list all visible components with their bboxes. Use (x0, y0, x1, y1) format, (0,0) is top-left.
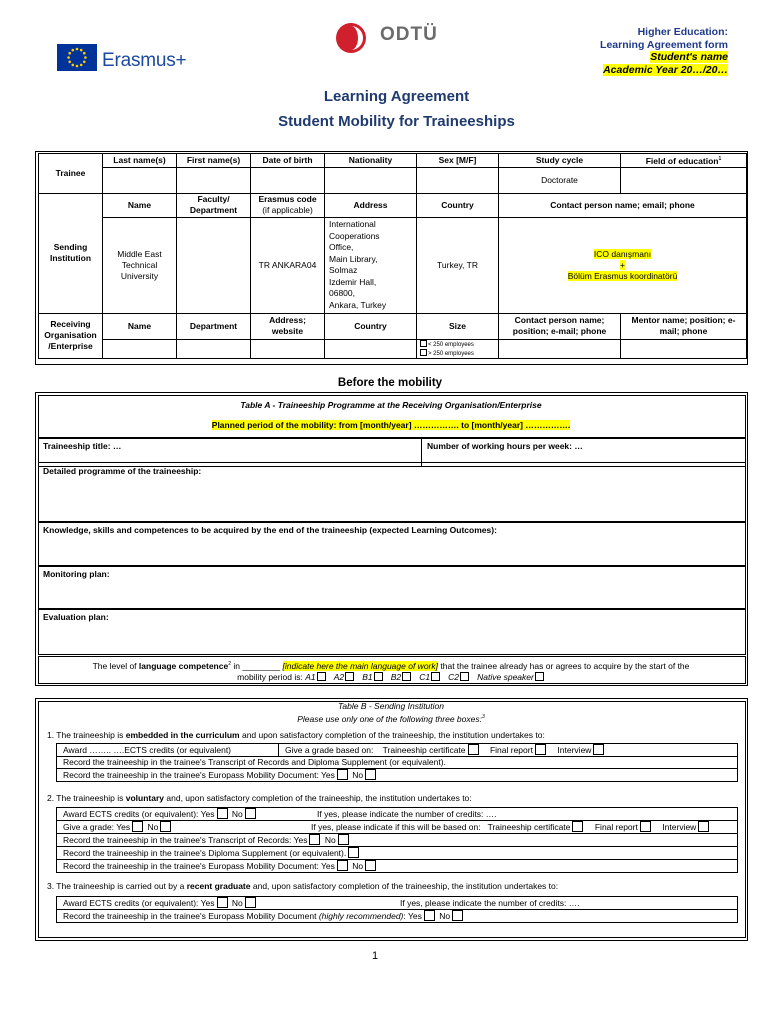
s2-grade-no-checkbox[interactable] (160, 821, 171, 832)
col-study-cycle: Study cycle (499, 154, 621, 168)
s2-based-cell: If yes, please indicate if this will be based on: Traineeship certificate Final report Interview (311, 821, 738, 834)
s3-award-no-checkbox[interactable] (245, 897, 256, 908)
trainee-label: Trainee (39, 154, 103, 194)
col-last-name: Last name(s) (103, 154, 177, 168)
receiving-contact-field[interactable] (499, 339, 621, 358)
level-b2-checkbox[interactable] (402, 672, 411, 681)
s2-grade-yes-checkbox[interactable] (132, 821, 143, 832)
level-b1-checkbox[interactable] (374, 672, 383, 681)
sending-contact-value: ICO danışmanı + Bölüm Erasmus koordinatörü (499, 217, 747, 313)
col-receiving-mentor: Mentor name; position; e-mail; phone (621, 313, 747, 339)
sending-address-value: International Cooperations Office, Main Library, Solmaz Izdemir Hall, 06800, Ankara, Turkey (325, 217, 417, 313)
erasmus-logo-text: Erasmus+ (102, 50, 187, 71)
section-1-text: 1. The traineeship is embedded in the curriculum and upon satisfactory completion of the traineeship, the institution undertakes to: (47, 730, 545, 740)
s2-grade-cell: Give a grade: Yes No (57, 821, 312, 834)
col-receiving-department: Department (177, 313, 251, 339)
language-competence-text: The level of language competence$^2$ in ________ [indicate here the main language of work] that the trainee already has or agrees to acquire by the start of the mobility period is: A1 A2 B1 B2 C1 C2 Native speaker (92, 660, 690, 682)
level-c1-checkbox[interactable] (431, 672, 440, 681)
s1-award-cell: Award …….. ….ECTS credits (or equivalent) (57, 744, 279, 757)
page-title: Learning Agreement (323, 88, 470, 105)
header-right-block (600, 26, 728, 76)
s1-europass-yes-checkbox[interactable] (337, 769, 348, 780)
col-nationality: Nationality (325, 154, 417, 168)
evaluation-label: Evaluation plan: (43, 612, 109, 622)
col-sending-country: Country (417, 193, 499, 217)
page-subtitle: Student Mobility for Traineeships (278, 113, 515, 130)
trainee-study-cycle-value: Doctorate (499, 167, 621, 193)
receiving-address-field[interactable] (251, 339, 325, 358)
receiving-organisation-label: Receiving Organisation /Enterprise (39, 313, 103, 358)
col-sending-address: Address (325, 193, 417, 217)
monitoring-box[interactable] (38, 565, 746, 610)
receiving-size-options: < 250 employees > 250 employees (417, 339, 499, 358)
level-a1-checkbox[interactable] (317, 672, 326, 681)
size-large-checkbox[interactable] (420, 349, 427, 356)
col-first-name: First name(s) (177, 154, 251, 168)
s2-award-yes-checkbox[interactable] (217, 808, 228, 819)
col-receiving-address: Address; website (251, 313, 325, 339)
odtu-logo-icon (335, 22, 367, 54)
trainee-dob-field[interactable] (251, 167, 325, 193)
s1-certificate-checkbox[interactable] (468, 744, 479, 755)
trainee-sex-field[interactable] (417, 167, 499, 193)
receiving-department-field[interactable] (177, 339, 251, 358)
s2-award-cell: Award ECTS credits (or equivalent): Yes No (57, 808, 312, 821)
s2-interview-checkbox[interactable] (698, 821, 709, 832)
eu-flag-icon (57, 44, 97, 71)
s3-award-cell: Award ECTS credits (or equivalent): Yes No (57, 897, 395, 910)
detailed-programme-label: Detailed programme of the traineeship: (43, 466, 202, 476)
trainee-first-name-field[interactable] (177, 167, 251, 193)
table-a-title: Table A - Traineeship Programme at the Receiving Organisation/Enterprise (240, 400, 542, 410)
receiving-country-field[interactable] (325, 339, 417, 358)
trainee-last-name-field[interactable] (103, 167, 177, 193)
s3-award-yes-checkbox[interactable] (217, 897, 228, 908)
col-sending-contact: Contact person name; email; phone (499, 193, 747, 217)
s2-tor-yes-checkbox[interactable] (309, 834, 320, 845)
sending-institution-label: Sending Institution (39, 193, 103, 313)
size-small-checkbox[interactable] (420, 340, 427, 347)
s3-europass-no-checkbox[interactable] (452, 910, 463, 921)
s3-europass-yes-checkbox[interactable] (424, 910, 435, 921)
s2-europass-yes-checkbox[interactable] (337, 860, 348, 871)
student-name: Student's name (650, 51, 728, 63)
col-receiving-size: Size (417, 313, 499, 339)
s2-europass-no-checkbox[interactable] (365, 860, 376, 871)
monitoring-label: Monitoring plan: (43, 569, 110, 579)
receiving-mentor-field[interactable] (621, 339, 747, 358)
odtu-logo-text: ODTÜ (380, 24, 438, 45)
col-field-of-education: Field of education$^1$ (621, 154, 747, 168)
col-receiving-country: Country (325, 313, 417, 339)
col-sex: Sex [M/F] (417, 154, 499, 168)
table-b-header (38, 701, 744, 725)
s2-final-report-checkbox[interactable] (640, 821, 651, 832)
col-sending-faculty: Faculty/ Department (177, 193, 251, 217)
col-sending-name: Name (103, 193, 177, 217)
sending-faculty-field[interactable] (177, 217, 251, 313)
trainee-field-of-education-field[interactable] (621, 167, 747, 193)
planned-period: Planned period of the mobility: from [month/year] ……………. to [month/year] ……………. (211, 420, 571, 430)
level-a2-checkbox[interactable] (345, 672, 354, 681)
s2-tor-no-checkbox[interactable] (338, 834, 349, 845)
section-3-text: 3. The traineeship is carried out by a recent graduate and, upon satisfactory completion of the traineeship, the institution undertakes to: (47, 881, 559, 891)
s3-indicate-cell: If yes, please indicate the number of credits: …. (394, 897, 738, 910)
section-2-text: 2. The traineeship is voluntary and, upon satisfactory completion of the traineeship, the institution undertakes to: (47, 793, 472, 803)
s2-diploma-row: Record the traineeship in the trainee's Diploma Supplement (or equivalent). (57, 847, 738, 860)
academic-year: Academic Year 20…/20… (603, 63, 728, 76)
before-mobility-heading: Before the mobility (337, 377, 443, 389)
trainee-nationality-field[interactable] (325, 167, 417, 193)
s2-indicate-cell: If yes, please indicate the number of credits: …. (311, 808, 738, 821)
s1-europass-row: Record the traineeship in the trainee's Europass Mobility Document: Yes No (57, 769, 738, 782)
traineeship-title-label: Traineeship title: … (43, 441, 122, 451)
col-receiving-name: Name (103, 313, 177, 339)
header-line-2: Learning Agreement form (600, 38, 728, 51)
s2-award-no-checkbox[interactable] (245, 808, 256, 819)
s2-europass-row: Record the traineeship in the trainee's Europass Mobility Document: Yes No (57, 860, 738, 873)
working-hours-label: Number of working hours per week: … (427, 441, 583, 451)
section-2-table (56, 807, 738, 873)
section-3-table (56, 896, 738, 923)
s1-final-report-checkbox[interactable] (535, 744, 546, 755)
s3-europass-row: Record the traineeship in the trainee's Europass Mobility Document (highly recommended): Yes No (57, 910, 738, 923)
evaluation-box[interactable] (38, 608, 746, 655)
s1-grade-cell: Give a grade based on: Traineeship certificate Final report Interview (279, 744, 738, 757)
table-b-title: Table B - Sending Institution (337, 701, 444, 711)
sending-country-value: Turkey, TR (417, 217, 499, 313)
col-dob: Date of birth (251, 154, 325, 168)
receiving-name-field[interactable] (103, 339, 177, 358)
s1-transcript-row: Record the traineeship in the trainee's Transcript of Records and Diploma Supplement (or equivalent). (57, 757, 738, 769)
table-b-subtitle: Please use only one of the following three boxes:$^3$ (297, 713, 485, 724)
s1-europass-no-checkbox[interactable] (365, 769, 376, 780)
level-native-checkbox[interactable] (535, 672, 544, 681)
s2-diploma-checkbox[interactable] (348, 847, 359, 858)
col-receiving-contact: Contact person name; position; e-mail; phone (499, 313, 621, 339)
s2-certificate-checkbox[interactable] (572, 821, 583, 832)
level-c2-checkbox[interactable] (460, 672, 469, 681)
s2-transcript-row: Record the traineeship in the trainee's Transcript of Records: Yes No (57, 834, 738, 847)
col-erasmus-code: Erasmus code (if applicable) (251, 193, 325, 217)
sending-code-value: TR ANKARA04 (251, 217, 325, 313)
section-1-table (56, 743, 738, 782)
header-line-1: Higher Education: (637, 26, 728, 38)
sending-name-value: Middle East Technical University (103, 217, 177, 313)
s1-interview-checkbox[interactable] (593, 744, 604, 755)
main-table (38, 153, 747, 359)
knowledge-label: Knowledge, skills and competences to be acquired by the end of the traineeship (expected Learning Outcomes): (43, 525, 497, 535)
page-number: 1 (371, 950, 379, 962)
